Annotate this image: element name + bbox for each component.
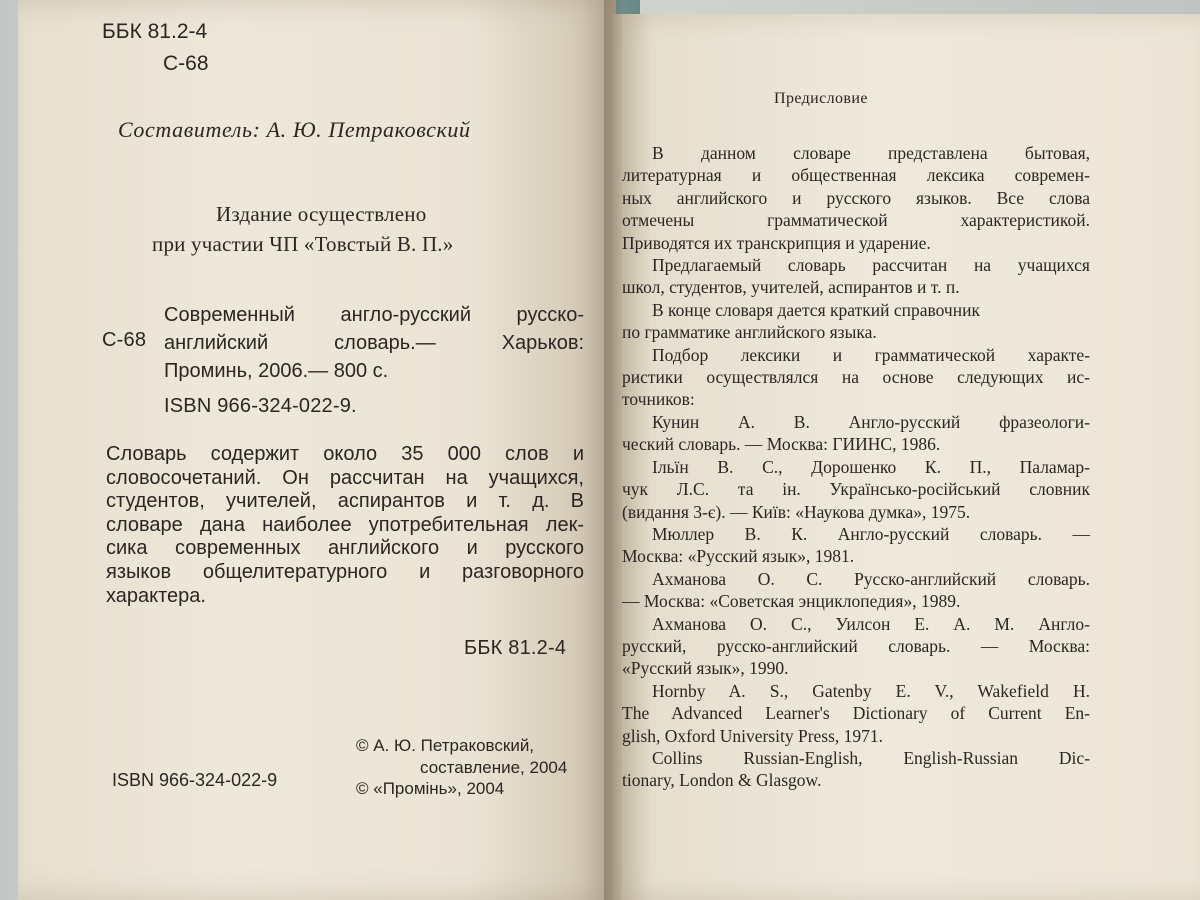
edition-note-line1: Издание осуществлено xyxy=(216,202,427,226)
source-line: ческий словарь. — Москва: ГИИНС, 1986. xyxy=(622,434,941,455)
source-line: (видання 3-є). — Київ: «Наукова думка», 1975. xyxy=(622,501,971,522)
source-line: Collins Russian-English, English-Russian Dic- xyxy=(652,747,1090,768)
source-line: «Русский язык», 1990. xyxy=(622,658,789,679)
catalog-code-top: С-68 xyxy=(163,52,209,75)
compiler-credit: Составитель: А. Ю. Петраковский xyxy=(118,117,471,142)
copyright-line: © А. Ю. Петраковский, xyxy=(356,736,535,755)
left-page xyxy=(18,0,616,900)
source-line: Мюллер В. К. Англо-русский словарь. — xyxy=(652,523,1090,544)
source-line: tionary, London & Glasgow. xyxy=(622,770,822,791)
preface-line: литературная и общественная лексика современ- xyxy=(622,165,1090,186)
preface-text xyxy=(622,142,1090,792)
edition-note-line2: при участии ЧП «Товстый В. П.» xyxy=(152,232,454,256)
annotation-line: языков общелитературного и разговорного xyxy=(106,560,584,583)
source-line: glish, Oxford University Press, 1971. xyxy=(622,725,884,746)
copyright-line: © «Промінь», 2004 xyxy=(356,779,505,798)
preface-line: Приводятся их транскрипция и ударение. xyxy=(622,232,931,253)
annotation-line: Словарь содержит около 35 000 слов и xyxy=(106,443,584,465)
preface-line: по грамматике английского языка. xyxy=(622,322,877,343)
source-line: чук Л.С. та ін. Українсько-російський словник xyxy=(622,479,1090,500)
source-line: русский, русско-английский словарь. — Москва: xyxy=(622,635,1090,656)
preface-line: школ, студентов, учителей, аспирантов и т. п. xyxy=(622,277,960,298)
catalog-entry xyxy=(164,301,584,385)
catalog-code-side: С-68 xyxy=(102,329,147,351)
isbn-bottom: ISBN 966-324-022-9 xyxy=(112,770,278,790)
annotation-line: словаре дана наиболее употребительная лек- xyxy=(106,513,584,536)
preface-heading: Предисловие xyxy=(774,90,868,107)
preface-line: ных английского и русского языков. Все слова xyxy=(622,187,1090,208)
annotation-line: словосочетаний. Он рассчитан на учащихся, xyxy=(106,466,584,489)
copyright-line: составление, 2004 xyxy=(420,757,568,777)
book-gutter xyxy=(604,0,622,900)
bbk-code-top: ББК 81.2-4 xyxy=(102,20,208,43)
annotation-line: характера. xyxy=(106,584,206,607)
preface-line: Подбор лексики и грамматической характе- xyxy=(652,344,1090,365)
preface-line: ристики осуществлялся на основе следующих ис- xyxy=(622,367,1090,388)
right-page xyxy=(612,14,1200,900)
source-line: Hornby A. S., Gatenby E. V., Wakefield H. xyxy=(652,680,1090,701)
preface-line: отмечены грамматической характеристикой. xyxy=(622,210,1090,231)
catalog-entry-line: Проминь, 2006.— 800 с. xyxy=(164,360,389,382)
isbn-line: ISBN 966-324-022-9. xyxy=(164,395,357,417)
copyright-block xyxy=(356,735,567,800)
source-line: Ахманова О. С. Русско-английский словарь. xyxy=(652,568,1090,589)
catalog-entry-line: Современный англо-русский русско- xyxy=(164,304,584,326)
source-line: Ахманова О. С., Уилсон Е. А. М. Англо- xyxy=(652,613,1090,634)
annotation-line: сика современных английского и русского xyxy=(106,537,584,560)
preface-line: Предлагаемый словарь рассчитан на учащихся xyxy=(652,255,1090,276)
source-line: The Advanced Learner's Dictionary of Current En- xyxy=(622,703,1090,724)
source-line: Москва: «Русский язык», 1981. xyxy=(622,546,855,567)
source-line: — Москва: «Советская энциклопедия», 1989. xyxy=(622,591,961,612)
annotation xyxy=(106,443,584,608)
bbk-code-bottom: ББК 81.2-4 xyxy=(464,637,567,659)
preface-line: В конце словаря дается краткий справочник xyxy=(652,299,980,320)
source-line: Ільїн В. С., Дорошенко К. П., Паламар- xyxy=(652,456,1090,477)
source-line: Кунин А. В. Англо-русский фразеологи- xyxy=(652,411,1090,432)
annotation-line: студентов, учителей, аспирантов и т. д. В xyxy=(106,490,584,513)
preface-line: В данном словаре представлена бытовая, xyxy=(652,143,1090,163)
preface-line: точников: xyxy=(622,389,695,410)
catalog-entry-line: английский словарь.— Харьков: xyxy=(164,332,584,354)
